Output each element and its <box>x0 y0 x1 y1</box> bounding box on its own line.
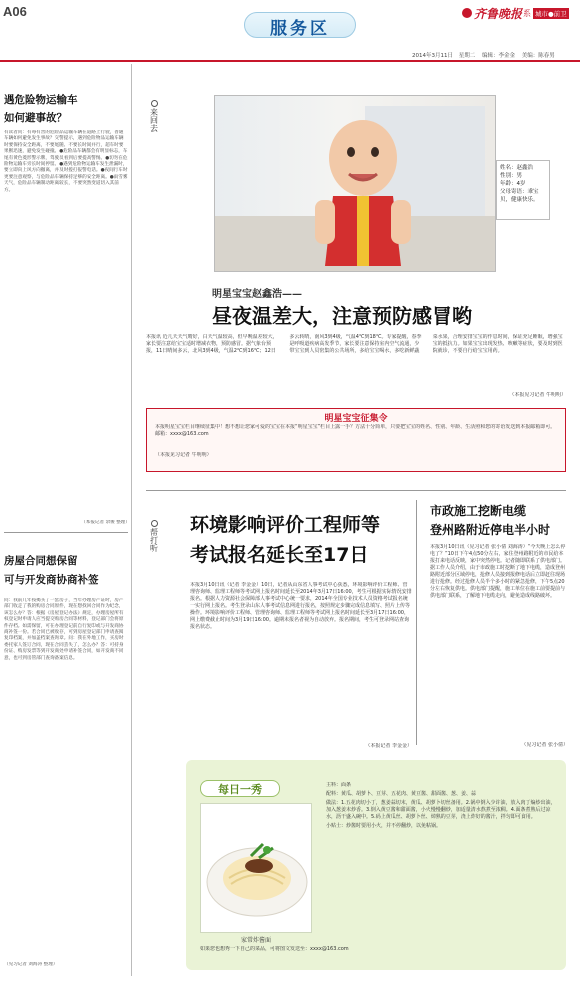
hazmat-title: 遇危险物运输车 <box>4 94 78 106</box>
logo-box: 城市●前卫 <box>535 9 567 18</box>
dish-method-label: 做法： <box>326 800 342 806</box>
contract-article <box>4 553 130 587</box>
logo-tag: 系 <box>523 8 532 18</box>
tab-circle-icon <box>151 520 158 527</box>
baby-call-body: 本报明星宝宝栏目继续征集中！想不想让您家可爱的宝宝在本报“明星宝宝”栏目上露一手？方法十分简单，只要把宝宝的姓名、性别、年龄、生活照和您的寄语发送到本报邮箱即可。邮箱：xxxx@163.com <box>155 424 556 437</box>
exam-byline: （本报记者 李金金） <box>365 743 412 749</box>
section-title: 服务区 <box>270 19 330 39</box>
baby-info-age: 年龄：4岁 <box>500 181 526 187</box>
contract-body: 问：我前几年按揭买了一套房子，当年办理房产证时，房产部门收走了我的购房合同原件，现在想找回合同作为纪念，该怎么办？答：根据《房屋登记办法》规定，办理房屋所有权登记时申请人应当提交购房合同等材料，登记部门会将原件存档。如需保留，可在办理登记前自行复印或与开发商协商补签一份。若合同已被收存，可到房屋登记部门申请查阅复印档案，并加盖档案查询章。问：我在外地工作，买房时委托家人签订合同，现在合同丢失了，怎么办？答：可持身份证、购房发票等到开发商处申请补签合同，如开发商不同意，也可到房管部门查询备案信息。 <box>4 598 124 661</box>
hazmat-subtitle: 如何避事故？ <box>4 112 67 124</box>
dateline <box>412 51 555 59</box>
tab-lai-hui-qu <box>146 100 162 146</box>
dish-seasoning: 黄瓜、胡萝卜、豆芽、五花肉、黄豆酱、甜面酱、葱、姜、蒜 <box>341 791 477 797</box>
power-headline-2: 登州路附近停电半小时 <box>430 523 551 537</box>
baby-info-wish: 父母寄语：乖宝贝，健康快乐。 <box>500 189 539 203</box>
feature-kicker: 明星宝宝赵鑫浩—— <box>212 289 302 300</box>
dish-tips: 炒酱时要用小火，并不停翻炒，以免粘锅。 <box>346 823 442 829</box>
tab-circle-icon <box>151 100 158 107</box>
logo-mark-icon <box>462 8 472 18</box>
hazmat-article <box>4 92 130 125</box>
dish-photo-illustration <box>201 804 312 933</box>
tab-label: 帮打听 <box>149 528 159 552</box>
dish-recipe <box>326 782 558 964</box>
baby-info-gender: 性别：男 <box>500 173 523 179</box>
exam-body: 本报3月10日讯（记者 李金金）10日，记者从山东省人事考试中心获悉，环境影响评价工程师、管理咨询师、监理工程师等考试网上报名时间延长至2014年3月17日16:00，考生可根据实际情况安排报名。根据人力资源社会保障部人事考试中心统一要求，2014年全国专业技术人员资格考试报名统一实行网上报名。考生登录山东人事考试信息网进行报名，按照规定步骤完成信息填写、照片上传等操作。环境影响评价工程师、管理咨询师、监理工程师等考试网上报名时间延长至3月17日16:00，网上缴费截止时间为3月19日16:00。逾期未报名者视为自动放弃。报名期间，考生可登录网站查询报名状态。 <box>190 582 412 630</box>
baby-info-name: 姓名：赵鑫浩 <box>500 165 534 171</box>
dish-method: 1.五花肉切小丁，葱姜蒜切末，黄瓜、胡萝卜切丝备用。2.锅中倒入少许油，放入肉丁煸炒出油，加入葱姜末炒香。3.倒入黄豆酱和甜面酱，小火慢慢翻炒，加适量清水熬煮至浓稠。4.面条煮熟后过凉水，沥干盛入碗中。5.码上黄瓜丝、胡萝卜丝、焯熟的豆芽，浇上炸好的酱汁，拌匀即可食用。 <box>326 800 556 820</box>
baby-photo-illustration <box>215 96 496 272</box>
feature-headline: 昼夜温差大，注意预防感冒哟 <box>212 304 472 328</box>
mid-rule <box>146 490 566 491</box>
dateline-designer: 美编：陈春男 <box>521 53 555 59</box>
hazmat-body: 有读者问：有毒有害的危险品运输车辆在道路上行驶，普通车辆如何避免发生事故？交警提示，遇到危险物品运输车辆时要保持安全距离，不要尾随、不要长时间并行，超车时要果断迅速，避免发生碰撞。●危险品车辆都会有明显标志，车尾有黄色菱形警示牌，驾驶员看到后要提高警惕。●切勿在危险物运输车旁长时间停留。●遇到危险物运输车发生泄漏时，要立即向上风方向撤离，并及时拨打报警电话。●夜间行车时更要注意观察，与危险品车辆保持足够的安全距离。●雨雪雾天气，危险品车辆制动距离较长，不要突然变道切入其前方。 <box>4 130 128 193</box>
baby-photo <box>214 95 496 272</box>
column-divider <box>416 500 417 745</box>
exam-headline-2: 考试报名延长至17日 <box>190 544 369 566</box>
dish-photo <box>200 803 312 933</box>
dish-seasoning-label: 配料： <box>326 791 342 797</box>
side-column-divider <box>131 64 132 976</box>
dish-ingredients-label: 主料： <box>326 782 342 788</box>
dish-ingredients: 面条 <box>341 782 352 788</box>
contract-byline: （见习记者 刘海涛 整理） <box>4 962 58 967</box>
power-body: 本报3月10日讯（见习记者 张小倩 刘海涛）“今天晚上怎么停电了？”10日下午4点50分左右，家住登州路附近的市民给本报打来电话反映，家中突然停电。记者随即联系了供电部门。据工作人员介绍，由于市政施工时挖断了地下电缆，造成登州路附近部分区域停电，抢修人员接到报修电话后立即赶往现场进行抢修。经过抢修人员半个多小时的紧急抢修，下午5点20分左右恢复供电。供电部门提醒，施工单位在施工前要提前与供电部门联系，了解地下电缆走向，避免造成线路破坏。 <box>430 544 566 599</box>
logo-text: 齐鲁晚报 <box>474 6 523 21</box>
dish-photo-caption: 家常炸酱面 <box>240 937 271 944</box>
side-separator <box>4 532 128 533</box>
baby-call-title: 明星宝宝征集令 <box>324 414 388 424</box>
feature-byline: （本报见习记者 牛明明） <box>509 392 566 398</box>
contract-title: 房屋合同想保留 <box>4 555 78 567</box>
exam-headline-1: 环境影响评价工程师等 <box>190 514 381 536</box>
newspaper-logo <box>462 5 569 21</box>
dish-tips-label: 小贴士： <box>326 823 347 829</box>
feature-body: 本报讯 近几天天气晴好，白天气温较高，但早晚温差较大，家长要注意给宝宝适时增减衣物，预防感冒。据气象台预报，11日晴间多云，北风3到4级，气温2℃到16℃；12日多云转晴，南风3到4级，气温4℃到18℃。专家提醒，春季是呼吸道疾病高发季节，家长要注意保持室内空气流通，少带宝宝到人员密集的公共场所，多给宝宝喝水，多吃新鲜蔬菜水果，合理安排宝宝的作息时间，保证充足睡眠，增强宝宝的抵抗力。如果宝宝出现发热、咳嗽等症状，要及时到医院就诊，不要自行给宝宝用药。 <box>146 334 563 354</box>
baby-call-byline: （本报见习记者 牛明明） <box>155 452 212 458</box>
dateline-weekday: 星期二 <box>458 53 476 59</box>
dish-footnote: 如果您也想秀一下自己的菜品，可将图文发送至：xxxx@163.com <box>200 946 349 952</box>
baby-info-box <box>496 160 550 220</box>
power-byline: （见习记者 张小倩） <box>521 742 568 748</box>
power-headline-1: 市政施工挖断电缆 <box>430 504 527 518</box>
tab-label: 来回去 <box>149 108 159 132</box>
page-number: A06 <box>3 4 27 19</box>
dateline-date: 2014年3月11日 <box>412 53 453 59</box>
tab-bang-da-ting <box>146 520 162 566</box>
hazmat-byline: （本报记者 余俊 整理） <box>81 520 130 525</box>
dateline-editor: 编辑：李金金 <box>482 53 516 59</box>
contract-subtitle: 可与开发商协商补签 <box>4 574 99 586</box>
daily-dish-title: 每日一秀 <box>218 783 262 796</box>
